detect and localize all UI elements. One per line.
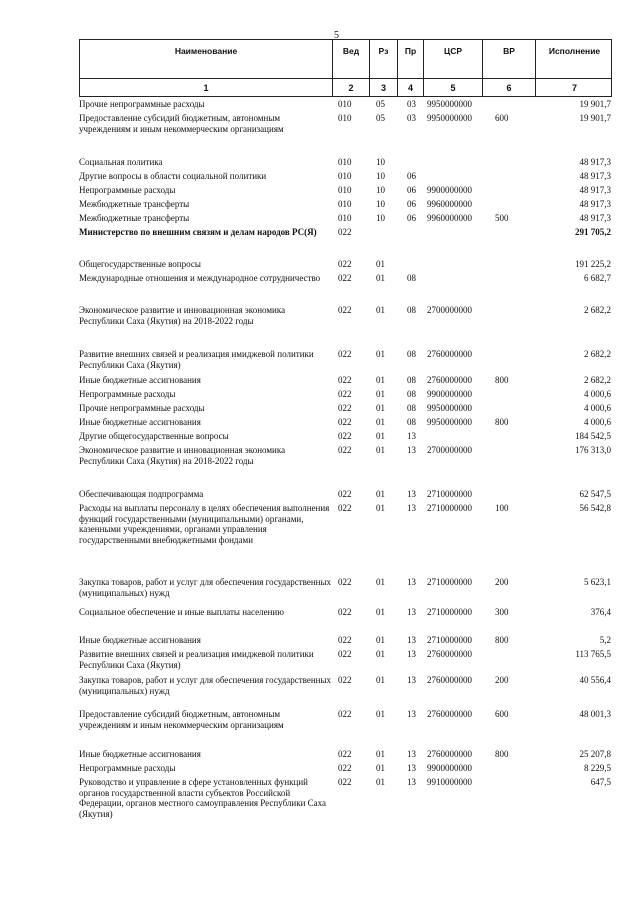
- cell-rz: 01: [376, 675, 385, 685]
- cell-ved: 022: [338, 577, 352, 587]
- cell-csr: 2710000000: [427, 489, 472, 499]
- cell-vr: 100: [495, 503, 509, 513]
- cell-pr: 13: [407, 503, 416, 513]
- cell-val: 48 917,3: [579, 213, 611, 223]
- cell-csr: 9950000000: [427, 403, 472, 413]
- header-name-label: Наименование: [174, 46, 238, 56]
- cell-pr: 06: [407, 199, 416, 209]
- cell-val: 184 542,5: [575, 431, 611, 441]
- header-rz-number: 3: [380, 83, 386, 93]
- cell-vr: 300: [495, 607, 509, 617]
- cell-csr: 2700000000: [427, 445, 472, 455]
- cell-rz: 05: [376, 113, 385, 123]
- cell-rz: 01: [376, 259, 385, 269]
- cell-csr: 2710000000: [427, 577, 472, 587]
- cell-name: Межбюджетные трансферты: [79, 213, 190, 223]
- cell-csr: 9960000000: [427, 199, 472, 209]
- header-rz-label: Рз: [378, 46, 389, 56]
- cell-ved: 022: [338, 227, 352, 237]
- cell-vr: 200: [495, 675, 509, 685]
- cell-ved: 010: [338, 199, 352, 209]
- cell-csr: 9900000000: [427, 763, 472, 773]
- cell-pr: 13: [407, 431, 416, 441]
- cell-csr: 9900000000: [427, 185, 472, 195]
- cell-ved: 010: [338, 113, 352, 123]
- header-ved-label: Вед: [342, 46, 360, 56]
- cell-rz: 10: [376, 199, 385, 209]
- cell-name: Иные бюджетные ассигнования: [79, 417, 201, 427]
- cell-rz: 01: [376, 777, 385, 787]
- cell-val: 6 682,7: [584, 273, 611, 283]
- cell-name: Руководство и управление в сфере установленных функций органов государственной власти субъектов Российской Федерации, органов местного самоуправления Республики Саха (Якутия): [79, 777, 327, 819]
- cell-pr: 13: [407, 445, 416, 455]
- cell-rz: 01: [376, 649, 385, 659]
- cell-pr: 06: [407, 213, 416, 223]
- cell-val: 48 917,3: [579, 171, 611, 181]
- cell-ved: 022: [338, 375, 352, 385]
- cell-csr: 2760000000: [427, 375, 472, 385]
- cell-val: 25 207,8: [579, 749, 611, 759]
- cell-name: Развитие внешних связей и реализация имиджевой политики Республики Саха (Якутия): [79, 649, 314, 670]
- header-rz-col: [370, 40, 398, 96]
- cell-ved: 022: [338, 389, 352, 399]
- cell-val: 48 917,3: [579, 199, 611, 209]
- cell-rz: 01: [376, 503, 385, 513]
- page-number: 5: [334, 30, 339, 41]
- cell-name: Закупка товаров, работ и услуг для обеспечения государственных (муниципальных) нужд: [79, 675, 332, 696]
- cell-vr: 800: [495, 635, 509, 645]
- cell-name: Прочие непрограммные расходы: [79, 403, 205, 413]
- cell-ved: 010: [338, 213, 352, 223]
- cell-val: 40 556,4: [579, 675, 611, 685]
- cell-rz: 10: [376, 185, 385, 195]
- cell-pr: 13: [407, 763, 416, 773]
- header-csr-number: 5: [450, 83, 456, 93]
- cell-val: 48 917,3: [579, 185, 611, 195]
- cell-name: Иные бюджетные ассигнования: [79, 375, 201, 385]
- cell-pr: 06: [407, 185, 416, 195]
- cell-val: 4 000,6: [584, 417, 611, 427]
- cell-ved: 010: [338, 99, 352, 109]
- cell-vr: 800: [495, 749, 509, 759]
- cell-pr: 03: [407, 113, 416, 123]
- cell-val: 4 000,6: [584, 403, 611, 413]
- cell-rz: 01: [376, 431, 385, 441]
- cell-pr: 06: [407, 171, 416, 181]
- cell-pr: 13: [407, 749, 416, 759]
- cell-rz: 01: [376, 389, 385, 399]
- cell-pr: 08: [407, 273, 416, 283]
- cell-vr: 200: [495, 577, 509, 587]
- cell-ved: 022: [338, 431, 352, 441]
- cell-ved: 022: [338, 403, 352, 413]
- cell-pr: 13: [407, 607, 416, 617]
- cell-ved: 022: [338, 749, 352, 759]
- cell-csr: 9950000000: [427, 99, 472, 109]
- cell-ved: 022: [338, 709, 352, 719]
- header-vr-number: 6: [506, 83, 512, 93]
- cell-vr: 500: [495, 213, 509, 223]
- cell-rz: 01: [376, 305, 385, 315]
- cell-pr: 08: [407, 349, 416, 359]
- cell-val: 19 901,7: [579, 113, 611, 123]
- cell-ved: 022: [338, 305, 352, 315]
- cell-pr: 08: [407, 375, 416, 385]
- cell-vr: 800: [495, 375, 509, 385]
- cell-name: Экономическое развитие и инновационная экономика Республики Саха (Якутия) на 2018-2022 годы: [79, 445, 286, 466]
- cell-val: 647,5: [590, 777, 611, 787]
- cell-val: 2 682,2: [584, 305, 611, 315]
- cell-name: Прочие непрограммные расходы: [79, 99, 205, 109]
- cell-csr: 2760000000: [427, 349, 472, 359]
- cell-csr: 9950000000: [427, 417, 472, 427]
- cell-val: 2 682,2: [584, 349, 611, 359]
- cell-ved: 022: [338, 675, 352, 685]
- cell-name: Непрограммные расходы: [79, 185, 176, 195]
- cell-rz: 05: [376, 99, 385, 109]
- cell-ved: 022: [338, 763, 352, 773]
- cell-csr: 2710000000: [427, 635, 472, 645]
- header-value-col: [536, 40, 613, 96]
- cell-ved: 022: [338, 445, 352, 455]
- cell-rz: 01: [376, 763, 385, 773]
- cell-pr: 13: [407, 635, 416, 645]
- cell-rz: 01: [376, 349, 385, 359]
- cell-name: Обеспечивающая подпрограмма: [79, 489, 204, 499]
- cell-val: 56 542,8: [579, 503, 611, 513]
- cell-pr: 13: [407, 489, 416, 499]
- header-ved-number: 2: [348, 83, 354, 93]
- cell-rz: 01: [376, 417, 385, 427]
- cell-ved: 022: [338, 489, 352, 499]
- header-pr-col: [398, 40, 424, 96]
- cell-csr: 9900000000: [427, 389, 472, 399]
- cell-pr: 08: [407, 389, 416, 399]
- header-value-label: Исполнение: [548, 46, 601, 56]
- cell-rz: 01: [376, 709, 385, 719]
- cell-rz: 10: [376, 213, 385, 223]
- header-csr-col: [424, 40, 483, 96]
- cell-rz: 01: [376, 445, 385, 455]
- cell-name: Непрограммные расходы: [79, 763, 176, 773]
- cell-name: Другие общегосударственные вопросы: [79, 431, 229, 441]
- cell-val: 19 901,7: [579, 99, 611, 109]
- cell-val: 4 000,6: [584, 389, 611, 399]
- cell-rz: 10: [376, 171, 385, 181]
- cell-ved: 010: [338, 185, 352, 195]
- cell-rz: 01: [376, 273, 385, 283]
- cell-val: 191 225,2: [575, 259, 611, 269]
- header-vr-col: [483, 40, 536, 96]
- cell-name: Предоставление субсидий бюджетным, автономным учреждениям и иным некоммерческим организациям: [79, 709, 284, 730]
- cell-ved: 022: [338, 635, 352, 645]
- cell-val: 5,2: [599, 635, 611, 645]
- cell-ved: 022: [338, 273, 352, 283]
- cell-csr: 2710000000: [427, 503, 472, 513]
- cell-csr: 9950000000: [427, 113, 472, 123]
- cell-name: Социальная политика: [79, 157, 163, 167]
- cell-csr: 9960000000: [427, 213, 472, 223]
- cell-csr: 9910000000: [427, 777, 472, 787]
- cell-pr: 08: [407, 305, 416, 315]
- cell-pr: 13: [407, 709, 416, 719]
- cell-pr: 08: [407, 417, 416, 427]
- cell-rz: 01: [376, 635, 385, 645]
- cell-name: Другие вопросы в области социальной политики: [79, 171, 267, 181]
- cell-ved: 022: [338, 417, 352, 427]
- header-value-number: 7: [571, 83, 577, 93]
- cell-val: 291 705,2: [575, 227, 611, 237]
- cell-rz: 01: [376, 749, 385, 759]
- cell-val: 176 313,0: [575, 445, 611, 455]
- cell-val: 48 001,3: [579, 709, 611, 719]
- cell-ved: 022: [338, 777, 352, 787]
- header-vr-label: ВР: [503, 46, 515, 56]
- cell-ved: 010: [338, 171, 352, 181]
- cell-vr: 600: [495, 113, 509, 123]
- cell-rz: 01: [376, 403, 385, 413]
- cell-name: Развитие внешних связей и реализация имиджевой политики Республики Саха (Якутия): [79, 349, 314, 370]
- header-name-number: 1: [203, 83, 209, 93]
- cell-name: Общегосударственные вопросы: [79, 259, 201, 269]
- cell-name: Социальное обеспечение и иные выплаты населению: [79, 607, 284, 617]
- cell-ved: 022: [338, 649, 352, 659]
- cell-val: 48 917,3: [579, 157, 611, 167]
- cell-name: Непрограммные расходы: [79, 389, 176, 399]
- cell-rz: 10: [376, 157, 385, 167]
- cell-rz: 01: [376, 489, 385, 499]
- cell-name: Министерство по внешним связям и делам народов РС(Я): [79, 227, 317, 237]
- cell-val: 62 547,5: [579, 489, 611, 499]
- cell-pr: 08: [407, 403, 416, 413]
- cell-name: Расходы на выплаты персоналу в целях обеспечения выполнения функций государственными (муниципальными) органами, казенными учреждениями, органами управления государственными внебюджетными фондами: [79, 503, 330, 545]
- cell-rz: 01: [376, 607, 385, 617]
- cell-val: 8 229,5: [584, 763, 611, 773]
- cell-csr: 2700000000: [427, 305, 472, 315]
- header-csr-label: ЦСР: [443, 46, 463, 56]
- cell-pr: 13: [407, 577, 416, 587]
- cell-pr: 13: [407, 675, 416, 685]
- cell-csr: 2760000000: [427, 749, 472, 759]
- cell-val: 376,4: [590, 607, 611, 617]
- header-ved-col: [333, 40, 370, 96]
- header-pr-number: 4: [407, 83, 413, 93]
- cell-pr: 13: [407, 777, 416, 787]
- cell-vr: 600: [495, 709, 509, 719]
- cell-rz: 01: [376, 577, 385, 587]
- cell-rz: 01: [376, 375, 385, 385]
- table-header: [79, 39, 612, 97]
- cell-pr: 03: [407, 99, 416, 109]
- cell-ved: 022: [338, 503, 352, 513]
- header-pr-label: Пр: [404, 46, 417, 56]
- cell-name: Международные отношения и международное сотрудничество: [79, 273, 321, 283]
- cell-name: Иные бюджетные ассигнования: [79, 749, 201, 759]
- cell-name: Предоставление субсидий бюджетным, автономным учреждениям и иным некоммерческим организациям: [79, 113, 284, 134]
- cell-pr: 13: [407, 649, 416, 659]
- cell-val: 5 623,1: [584, 577, 611, 587]
- cell-ved: 022: [338, 349, 352, 359]
- header-name-col: [80, 40, 333, 96]
- cell-name: Экономическое развитие и инновационная экономика Республики Саха (Якутия) на 2018-2022 годы: [79, 305, 286, 326]
- cell-ved: 010: [338, 157, 352, 167]
- cell-csr: 2760000000: [427, 649, 472, 659]
- cell-csr: 2760000000: [427, 709, 472, 719]
- cell-ved: 022: [338, 259, 352, 269]
- cell-ved: 022: [338, 607, 352, 617]
- cell-name: Закупка товаров, работ и услуг для обеспечения государственных (муниципальных) нужд: [79, 577, 332, 598]
- cell-vr: 800: [495, 417, 509, 427]
- cell-csr: 2710000000: [427, 607, 472, 617]
- cell-name: Межбюджетные трансферты: [79, 199, 190, 209]
- cell-csr: 2760000000: [427, 675, 472, 685]
- cell-val: 113 765,5: [575, 649, 611, 659]
- cell-name: Иные бюджетные ассигнования: [79, 635, 201, 645]
- cell-val: 2 682,2: [584, 375, 611, 385]
